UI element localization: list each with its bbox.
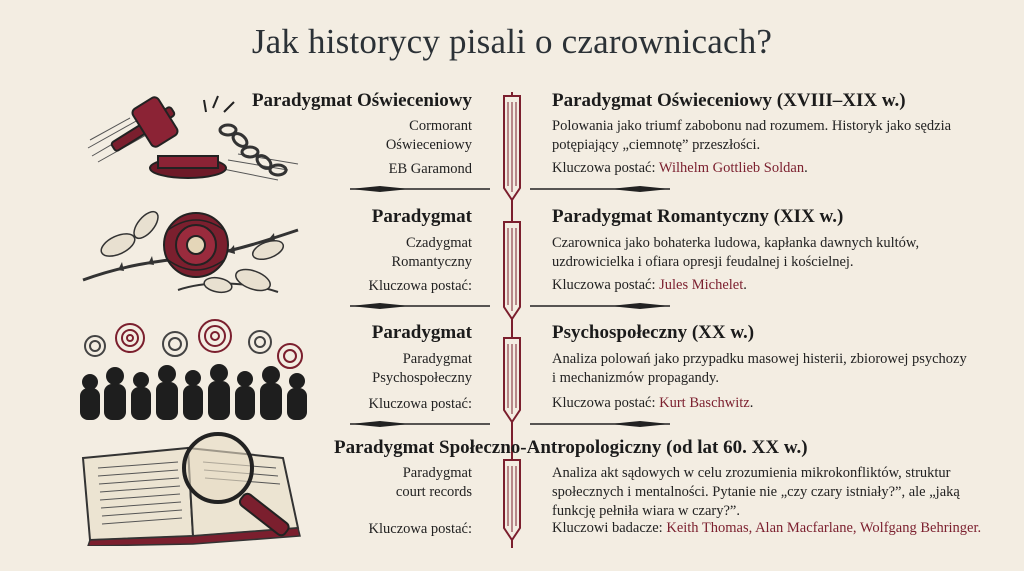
section-2-right-heading: Paradygmat Romantyczny (XIX w.) [552, 206, 844, 227]
section-4-key-figures [552, 520, 981, 537]
section-1-right-heading: Paradygmat Oświeceniowy (XVIII–XIX w.) [552, 90, 906, 111]
section-1-left-line-1: Cormorant [409, 118, 472, 134]
section-1-key-figure: Kluczowa postać: Wilhelm Gottlieb Soldan. [552, 160, 808, 176]
key-figure-name: Wilhelm Gottlieb Soldan [658, 160, 805, 176]
section-1-left-line-2: Oświeceniowy [385, 137, 472, 153]
section-3-left-line-1: Paradygmat [402, 351, 472, 367]
section-3-description: Analiza polowań jako przypadku masowej histerii, zbiorowej psychozy i mechanizmów propagandy. [552, 351, 967, 386]
rose-thorn-icon [78, 200, 308, 305]
key-figure-name: Kurt Baschwitz [659, 395, 750, 411]
section-2-description: Czarownica jako bohaterka ludowa, kapłanka dawnych kultów, uzdrowicielka i ofiara opresji feudalnej i kościelnej. [552, 235, 920, 270]
section-2-key-figure: Kluczowa postać: Jules Michelet. [552, 277, 747, 293]
timeline-spine [496, 92, 528, 548]
section-1-description: Polowania jako triumf zabobonu nad rozumem. Historyk jako sędzia potępiający „ciemnotę” przeszłości. [552, 118, 952, 153]
key-label: Kluczowa postać: [552, 395, 656, 411]
key-figure-names: Keith Thomas, Alan Macfarlane, Wolfgang Behringer. [666, 520, 982, 536]
section-2-left-heading: Paradygmat [371, 206, 472, 227]
section-4-left-key-label: Kluczowa postać: [368, 521, 472, 537]
section-3-left-key-label: Kluczowa postać: [368, 396, 472, 412]
crowd-spirals-icon [75, 316, 310, 420]
section-2-left-key-label: Kluczowa postać: [368, 278, 472, 294]
key-label: Kluczowi badacze: [552, 520, 663, 536]
section-4-heading: Paradygmat Społeczno-Antropologiczny (od lat 60. XX w.) [334, 437, 808, 458]
key-label: Kluczowa postać: [552, 160, 656, 176]
section-divider [340, 184, 680, 194]
section-4-left-line-1: Paradygmat [402, 465, 472, 481]
section-divider [340, 301, 680, 311]
section-4-description: Analiza akt sądowych w celu zrozumienia mikrokonfliktów, struktur społecznych i mentalności. Pytanie nie „czy czary istniały?”, ale „jaką funkcję pełniła wiara w czary?”. [552, 465, 960, 519]
section-3-left-heading: Paradygmat [371, 322, 472, 343]
section-2-left-line-2: Romantyczny [391, 254, 472, 270]
key-figure-name: Jules Michelet [659, 277, 744, 293]
key-label: Kluczowa postać: [552, 277, 656, 293]
book-magnifier-icon [78, 428, 310, 546]
section-3-key-figure: Kluczowa postać: Kurt Baschwitz. [552, 395, 754, 411]
section-3-right-heading: Psychospołeczny (XX w.) [552, 322, 755, 343]
section-1-left-line-3: EB Garamond [388, 161, 472, 177]
page-title: Jak historycy pisali o czarownicach? [251, 22, 773, 61]
section-divider [340, 419, 680, 429]
section-1-left-heading: Paradygmat Oświeceniowy [251, 90, 472, 111]
section-3-left-line-2: Psychospołeczny [372, 370, 472, 386]
section-2-left-line-1: Czadygmat [405, 235, 472, 251]
section-4-left-line-2: court records [395, 484, 472, 500]
